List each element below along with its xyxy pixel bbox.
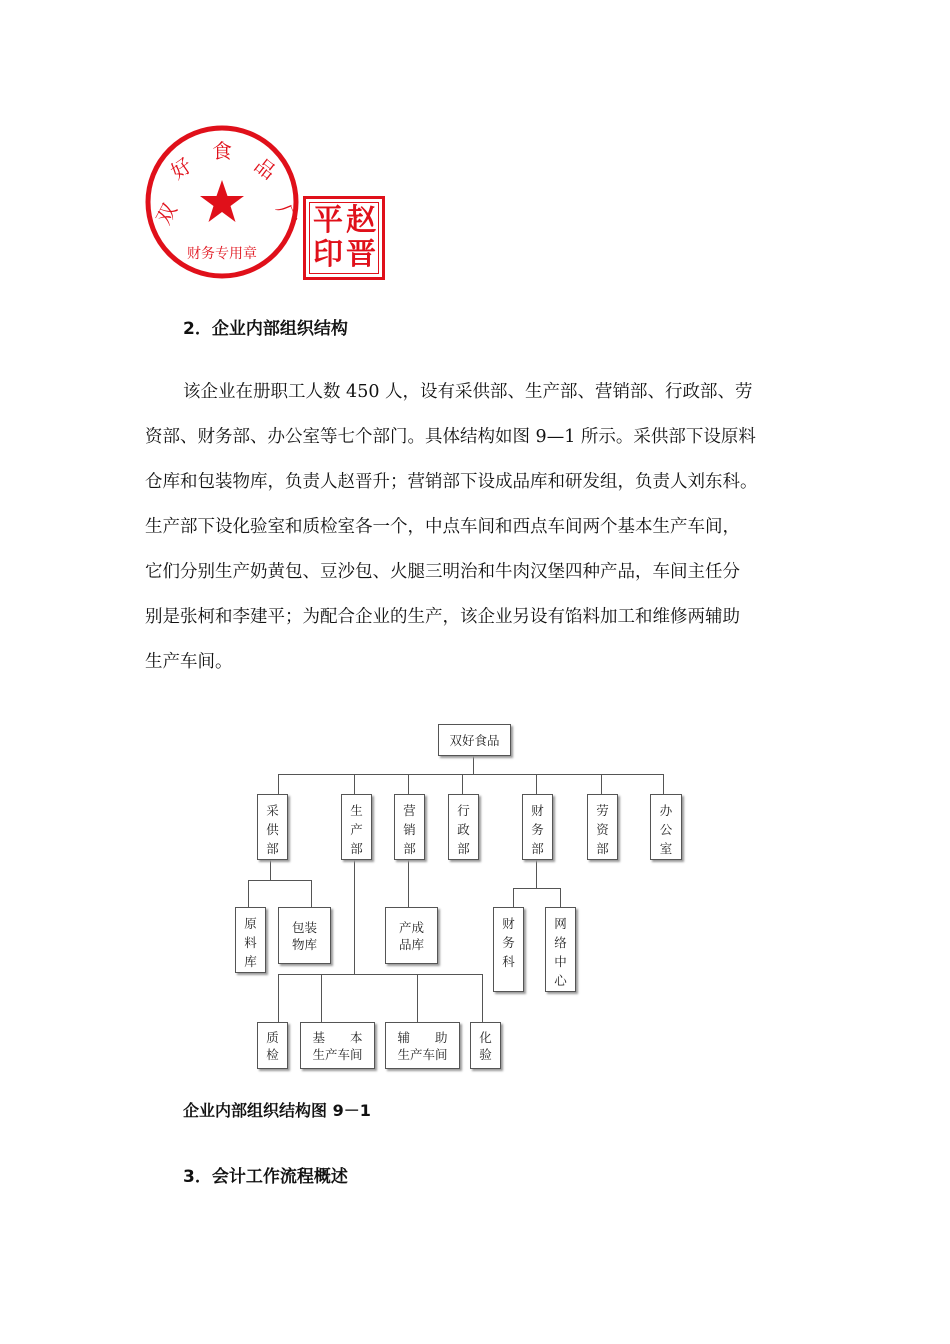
- org-node-finished-goods-warehouse: 产成 品库: [385, 907, 438, 964]
- org-node-finance-section: 财 务 科: [493, 907, 524, 992]
- seal-bottom-text: 财务专用章: [187, 246, 257, 262]
- org-node-root: 双好食品: [438, 724, 511, 756]
- org-node-production: 生 产 部: [341, 794, 372, 860]
- org-node-finance: 财 务 部: [522, 794, 553, 860]
- seal-arc-char-3: 品: [249, 153, 281, 185]
- seal-arc-char-0: 双: [151, 199, 182, 229]
- section-2-paragraph: [145, 378, 825, 678]
- org-node-raw-material-warehouse: 原 料 库: [235, 907, 266, 973]
- org-node-network-center: 网 络 中 心: [545, 907, 576, 992]
- org-node-administration: 行 政 部: [448, 794, 479, 860]
- paragraph-line: 生产部下设化验室和质检室各一个，中点车间和西点车间两个基本生产车间，: [145, 517, 740, 537]
- org-node-quality-inspection: 质 检: [257, 1022, 288, 1069]
- paragraph-line: 仓库和包装物库，负责人赵晋升；营销部下设成品库和研发组，负责人刘东科。: [145, 472, 758, 492]
- paragraph-line: 它们分别生产奶黄包、豆沙包、火腿三明治和牛肉汉堡四种产品，车间主任分: [145, 562, 740, 582]
- section-2-heading: 2．企业内部组织结构: [183, 319, 348, 339]
- round-seal: [140, 122, 305, 282]
- org-node-marketing: 营 销 部: [394, 794, 425, 860]
- seal-arc-char-2: 食: [212, 139, 232, 163]
- org-node-auxiliary-workshop: 辅 助 生产车间: [385, 1022, 460, 1069]
- square-seal-char: 晋: [346, 237, 376, 272]
- square-seal-char: 印: [313, 237, 343, 272]
- org-node-office: 办 公 室: [650, 794, 682, 860]
- seal-arc-char-4: 厂: [271, 200, 302, 229]
- org-node-labor: 劳 资 部: [587, 794, 618, 860]
- org-node-laboratory: 化 验: [470, 1022, 501, 1069]
- square-seal: [303, 196, 385, 280]
- org-node-basic-workshop: 基 本 生产车间: [300, 1022, 375, 1069]
- paragraph-line: 该企业在册职工人数 450 人，设有采供部、生产部、营销部、行政部、劳: [183, 382, 753, 402]
- section-3-heading: 3．会计工作流程概述: [183, 1167, 348, 1187]
- paragraph-line: 生产车间。: [145, 652, 233, 672]
- org-chart-caption: 企业内部组织结构图 9－1: [183, 1101, 371, 1120]
- seal-arc-char-1: 好: [166, 152, 197, 185]
- paragraph-line: 别是张柯和李建平；为配合企业的生产，该企业另设有馅料加工和维修两辅助: [145, 607, 740, 627]
- seal-star-icon: [200, 180, 244, 222]
- square-seal-char: 赵: [346, 203, 376, 238]
- paragraph-line: 资部、财务部、办公室等七个部门。具体结构如图 9—1 所示。采供部下设原料: [145, 427, 756, 447]
- org-node-procurement: 采 供 部: [257, 794, 288, 860]
- org-node-packaging-warehouse: 包装 物库: [278, 907, 331, 964]
- square-seal-char: 平: [313, 203, 343, 238]
